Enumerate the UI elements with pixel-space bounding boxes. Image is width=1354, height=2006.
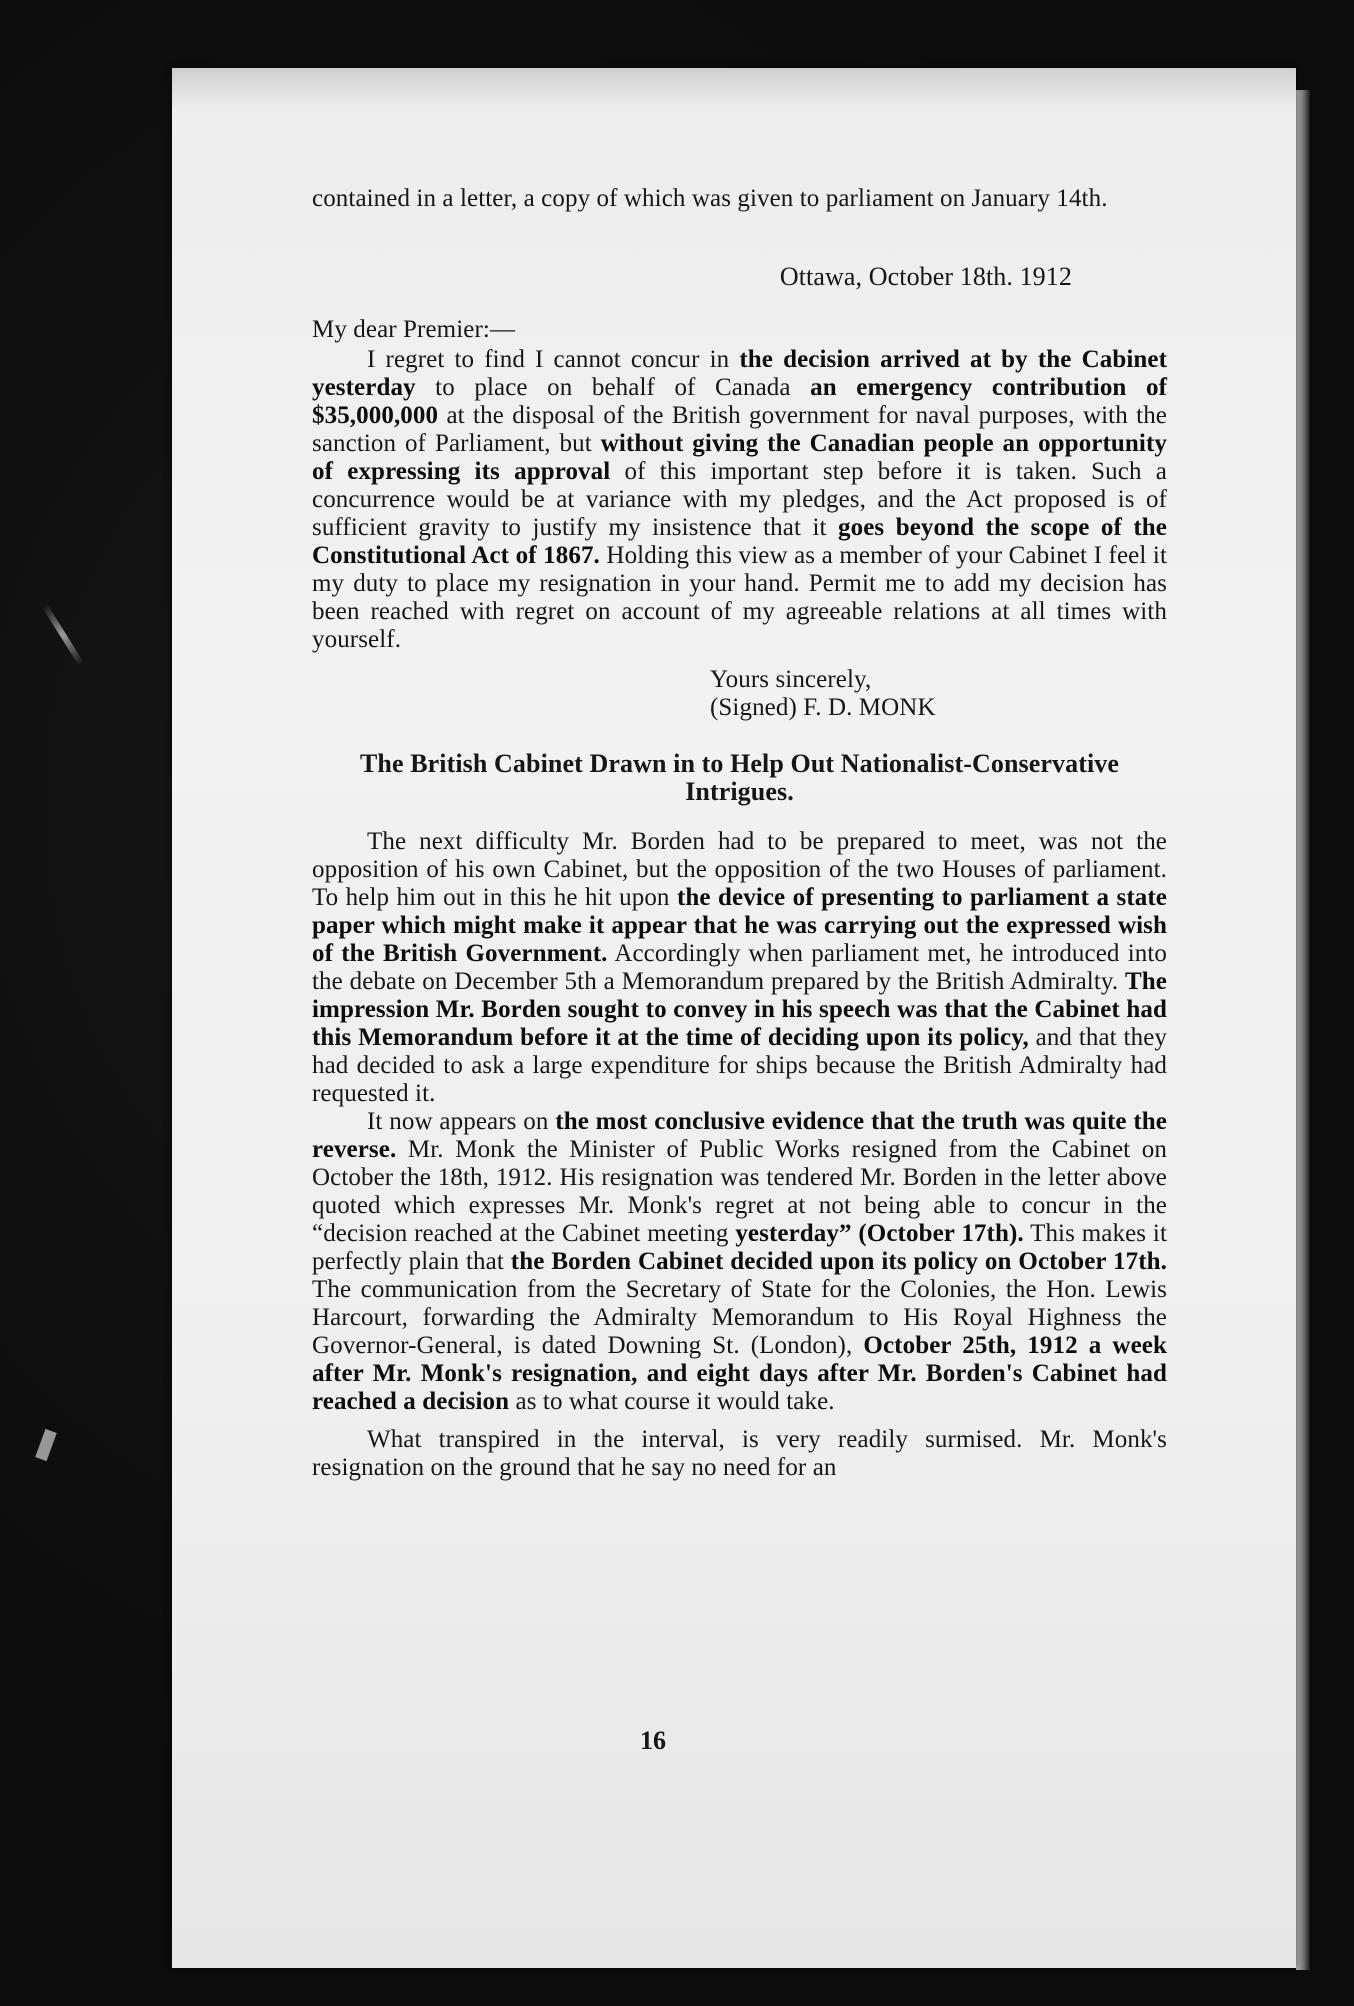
letter-run: to place on behalf of Canada bbox=[415, 374, 811, 401]
para-run-bold: The impression Mr. Borden sought to convey in his speech was that the Cabinet had this Memorandum before it at the time of deciding upon its policy, bbox=[312, 968, 1167, 1051]
para-run: The next difficulty Mr. Borden had to be prepared to meet, was not the opposition of his own Cabinet, but the opposition of the two Houses of parliament. To help him out in this he hit upon bbox=[312, 828, 1167, 911]
page-number: 16 bbox=[640, 1726, 666, 1755]
para-run-bold: the device of presenting to parliament a state paper which might make it appear that he was carrying out the expressed wish of the British Government. bbox=[312, 884, 1168, 967]
letter-closing bbox=[710, 666, 1167, 722]
letter-run-bold: without giving the Canadian people an opportunity of expressing its approval bbox=[312, 430, 1167, 485]
para-run: The communication from the Secretary of State for the Colonies, the Hon. Lewis Harcourt, forwarding the Admiralty Memorandum to His Royal Highness the Governor-General, is dated Downing St. (London), bbox=[312, 1276, 1167, 1359]
document-text bbox=[312, 185, 1167, 1482]
closing-line: Yours sincerely, bbox=[710, 666, 872, 693]
page-edge-shadow bbox=[1296, 90, 1310, 1970]
para-run-bold: the most conclusive evidence that the truth was quite the reverse. bbox=[312, 1108, 1168, 1163]
paragraph-3: What transpired in the interval, is very readily surmised. Mr. Monk's resignation on the ground that he say no need for an bbox=[312, 1426, 1167, 1481]
section-heading: The British Cabinet Drawn in to Help Out Nationalist-Conservative Intrigues. bbox=[359, 749, 1120, 806]
letter-run: of this important step before it is taken. Such a concurrence would be at variance with my pledges, and the Act proposed is of sufficient gravity to justify my insistence that it bbox=[312, 458, 1167, 541]
letter-run: Holding this view as a member of your Cabinet I feel it my duty to place my resignation in your hand. Permit me to add my decision has been reached with regret on account of my agreeable relations at all times with yourself. bbox=[312, 542, 1167, 653]
para-run: as to what course it would take. bbox=[509, 1388, 835, 1415]
letter-run-bold: the decision arrived at by the Cabinet yesterday bbox=[312, 346, 1167, 401]
paragraph-1 bbox=[312, 828, 1167, 1108]
para-run: This makes it perfectly plain that bbox=[312, 1220, 1168, 1275]
para-run-bold: yesterday” (October 17th). bbox=[735, 1220, 1024, 1247]
letter-dateline: Ottawa, October 18th. 1912 bbox=[779, 262, 1072, 291]
para-run-bold: October 25th, 1912 a week after Mr. Monk's resignation, and eight days after Mr. Borden's Cabinet had reached a decision bbox=[312, 1332, 1167, 1415]
para-run: and that they had decided to ask a large expenditure for ships because the British Admiralty had requested it. bbox=[312, 1024, 1167, 1107]
letter-salutation: My dear Premier:— bbox=[312, 316, 516, 343]
letter-body bbox=[312, 346, 1167, 654]
letter-run-bold: an emergency contribution of $35,000,000 bbox=[312, 374, 1167, 429]
signature-line: (Signed) F. D. MONK bbox=[710, 694, 936, 721]
para-run: Accordingly when parliament met, he introduced into the debate on December 5th a Memorandum prepared by the British Admiralty. bbox=[312, 940, 1167, 995]
letter-run-bold: goes beyond the scope of the Constitutional Act of 1867. bbox=[312, 514, 1167, 569]
para-run-bold: the Borden Cabinet decided upon its policy on October 17th. bbox=[510, 1248, 1168, 1275]
paragraph-2 bbox=[312, 1108, 1167, 1416]
letter-run: at the disposal of the British government for naval purposes, with the sanction of Parliament, but bbox=[312, 402, 1167, 457]
para-run: Mr. Monk the Minister of Public Works resigned from the Cabinet on October the 18th, 1912. His resignation was tendered Mr. Borden in the letter above quoted which expresses Mr. Monk's regret at not being able to concur in the “decision reached at the Cabinet meeting bbox=[312, 1136, 1167, 1247]
page-top-shade bbox=[172, 68, 1296, 108]
intro-line: contained in a letter, a copy of which was given to parliament on January 14th. bbox=[312, 185, 1108, 212]
para-run: It now appears on bbox=[367, 1108, 556, 1135]
letter-run: I regret to find I cannot concur in bbox=[367, 346, 740, 373]
